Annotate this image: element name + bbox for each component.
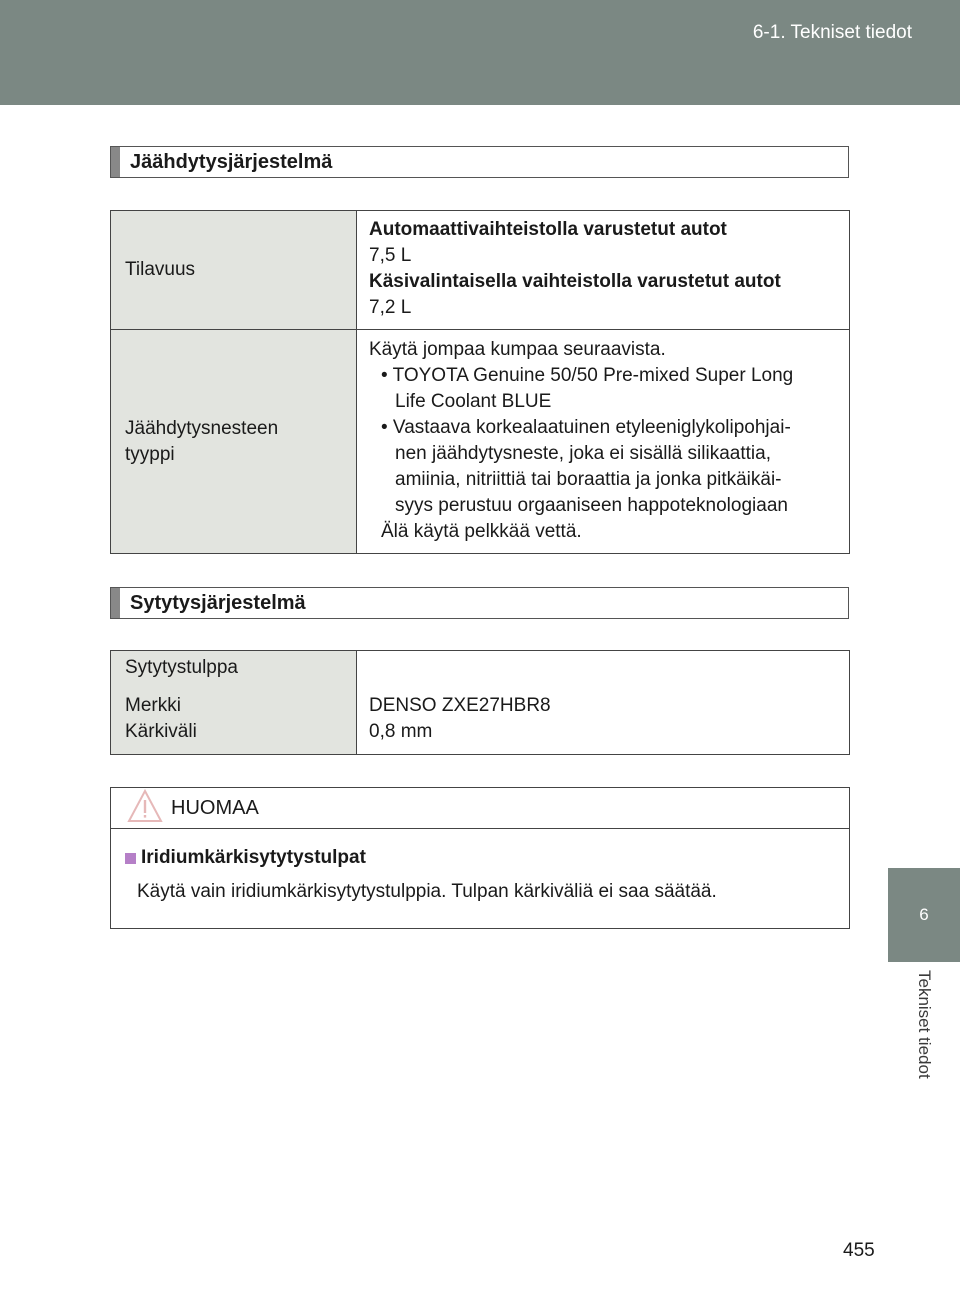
- chapter-tab-label: [888, 962, 960, 1202]
- coolant-type-label: [111, 330, 357, 554]
- notice-label: HUOMAA: [171, 796, 259, 819]
- coolant-bullet-line: Life Coolant BLUE: [395, 390, 552, 412]
- ignition-table: [110, 650, 850, 755]
- notice-body: [111, 829, 849, 903]
- notice-header: [111, 788, 849, 829]
- notice-item-text: Käytä vain iridiumkärkisytytystulppia. Tulpan kärkiväliä ei saa säätää.: [137, 881, 717, 902]
- coolant-bullet-line: syys perustuu orgaaniseen happoteknologiaan: [395, 494, 788, 516]
- square-bullet-icon: [125, 853, 136, 864]
- capacity-manual-title: Käsivalintaisella vaihteistolla varustetut autot: [369, 271, 781, 292]
- gap-value: 0,8 mm: [369, 721, 433, 742]
- spark-plug-label: Sytytystulppa: [125, 657, 238, 678]
- chapter-tab-label-text: Tekniset tiedot: [915, 970, 934, 1079]
- section-title: 6-1. Tekniset tiedot: [752, 22, 912, 43]
- gap-label: Kärkiväli: [125, 721, 197, 742]
- spark-plug-values: [357, 651, 850, 755]
- notice-item-title-text: Iridiumkärkisytytystulpat: [141, 847, 366, 868]
- capacity-manual-value: 7,2 L: [369, 297, 412, 318]
- page-number: 455: [843, 1240, 875, 1261]
- heading-bar: [111, 588, 120, 618]
- spark-plug-labels: [111, 651, 357, 755]
- coolant-label-line: Jäähdytysnesteen: [125, 417, 279, 439]
- coolant-bullet-line: amiinia, nitriittiä tai boraattia ja jonka pitkäikäi-: [395, 468, 782, 490]
- page-header: [0, 0, 960, 105]
- cooling-heading: [110, 146, 849, 178]
- capacity-automatic-title: Automaattivaihteistolla varustetut autot: [369, 219, 727, 240]
- table-row: [111, 651, 850, 755]
- coolant-bullet-line: • TOYOTA Genuine 50/50 Pre-mixed Super Long: [381, 364, 794, 386]
- heading-bar: [111, 147, 120, 177]
- coolant-bullet-line: nen jäähdytysneste, joka ei sisällä silikaattia,: [395, 442, 771, 464]
- capacity-value: [357, 211, 850, 330]
- coolant-intro: Käytä jompaa kumpaa seuraavista.: [369, 338, 666, 360]
- cooling-table: [110, 210, 850, 554]
- notice-box: [110, 787, 850, 929]
- ignition-heading: [110, 587, 849, 619]
- warning-triangle-icon: [127, 789, 163, 828]
- notice-item-title: [125, 847, 835, 869]
- coolant-label-line: tyyppi: [125, 443, 175, 465]
- capacity-label: Tilavuus: [111, 211, 357, 330]
- brand-value: DENSO ZXE27HBR8: [369, 695, 551, 716]
- ignition-heading-title: Sytytysjärjestelmä: [130, 591, 306, 614]
- coolant-type-value: [357, 330, 850, 554]
- table-row: [111, 330, 850, 554]
- coolant-warning: Älä käytä pelkkää vettä.: [381, 520, 582, 542]
- chapter-tab-number: 6: [888, 868, 960, 962]
- coolant-bullet-line: • Vastaava korkealaatuinen etyleeniglykolipohjai-: [381, 416, 791, 438]
- table-row: [111, 211, 850, 330]
- cooling-heading-title: Jäähdytysjärjestelmä: [130, 150, 333, 173]
- capacity-automatic-value: 7,5 L: [369, 245, 412, 266]
- brand-label: Merkki: [125, 695, 181, 716]
